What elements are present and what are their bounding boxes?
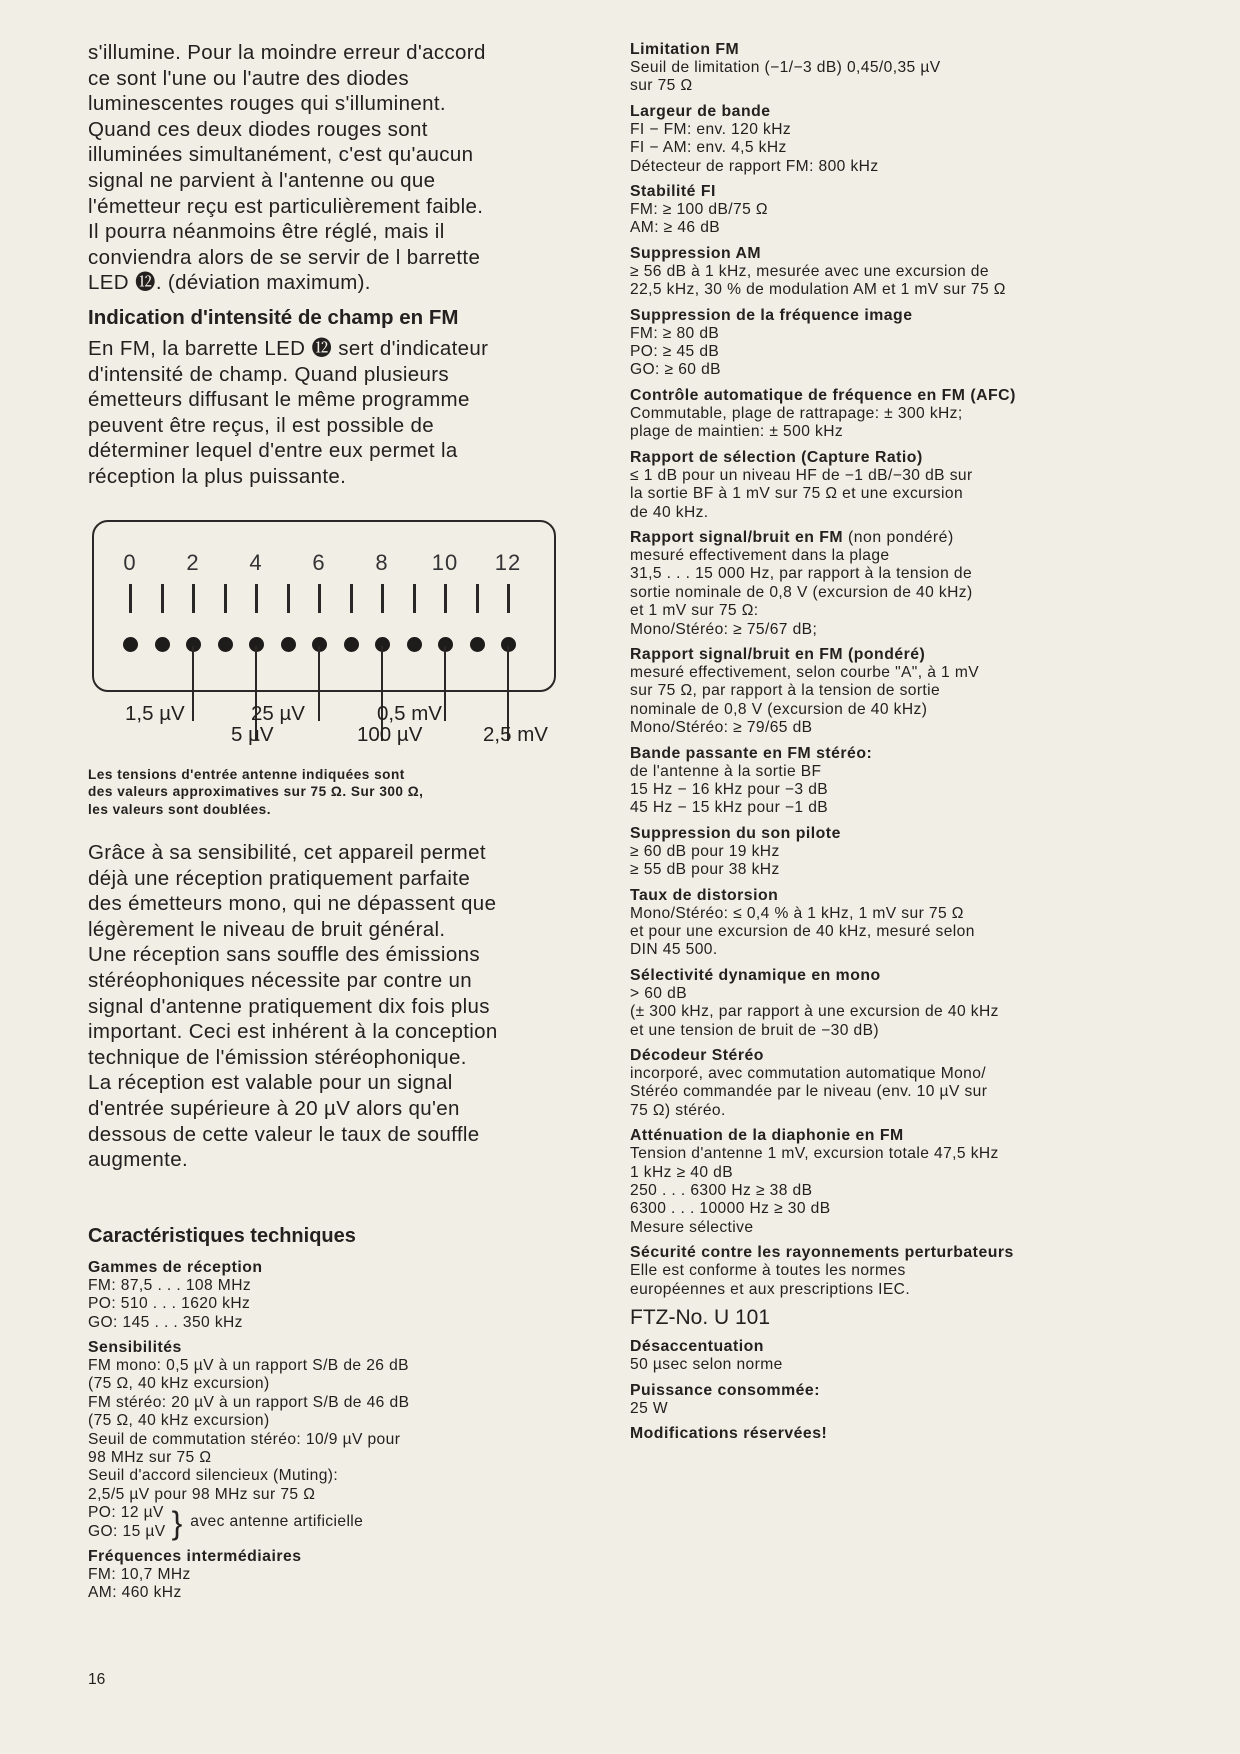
led-dot [344, 637, 359, 652]
brace-symbol: } [171, 1504, 183, 1541]
led-dot [407, 637, 422, 652]
spec-text: FI − FM: env. 120 kHz FI − AM: env. 4,5 kHz Détecteur de rapport FM: 800 kHz [630, 120, 879, 175]
led-tick [161, 584, 164, 613]
led-tick [129, 584, 132, 613]
spec-heading [630, 386, 1140, 405]
spec-heading: Sensibilités [88, 1338, 182, 1356]
spec-text: Mono/Stéréo: ≤ 0,4 % à 1 kHz, 1 mV sur 75 Ω et pour une excursion de 40 kHz, mesuré selon DIN 45 500. [630, 904, 975, 959]
led-bar-diagram [88, 520, 608, 760]
spec-block [630, 244, 1140, 300]
spec-heading [630, 1126, 1140, 1145]
spec-block [630, 1243, 1140, 1299]
spec-heading-text: Limitation FM [630, 41, 740, 58]
led-tick [381, 584, 384, 613]
spec-heading-text: Puissance consommée: [630, 1381, 820, 1399]
spec-text: Seuil de limitation (−1/−3 dB) 0,45/0,35 µV sur 75 Ω [630, 59, 941, 95]
voltage-label: 5 µV [231, 722, 274, 746]
led-tick [507, 584, 510, 613]
led-tick [350, 584, 353, 613]
spec-heading: Gammes de réception [88, 1258, 263, 1276]
voltage-label: 25 µV [251, 701, 305, 725]
spec-text: ≥ 56 dB à 1 kHz, mesurée avec une excursion de 22,5 kHz, 30 % de modulation AM et 1 mV sur 75 Ω [630, 262, 1006, 299]
spec-text: FM mono: 0,5 µV à un rapport S/B de 26 dB (75 Ω, 40 kHz excursion) FM stéréo: 20 µV à un rapport S/B de 46 dB (75 Ω, 40 kHz excursion) Seuil de commutation stéréo: 10/9 µV pour 98 MHz sur 75 Ω Seuil d'accord silencieux (Muting): 2,5/5 µV pour 98 MHz sur 75 Ω [88, 1356, 410, 1503]
spec-heading [630, 1046, 1140, 1065]
sensitivity-paragraph: Grâce à sa sensibilité, cet appareil permet déjà une réception pratiquement parfaite des émetteurs mono, qui ne dépassent que légèrement le niveau de bruit général. Une réception sans souffle des émissions stéréophoniques nécessite par contre un signal d'antenne pratiquement dix fois plus important. Ceci est inhérent à la conception technique de l'émission stéréophonique. La réception est valable pour un signal d'entrée supérieure à 20 µV alors qu'en dessous de cette valeur le taux de souffle augmente. [88, 841, 498, 1172]
spec-heading [630, 824, 1140, 843]
spec-heading-text: Suppression de la fréquence image [630, 306, 913, 324]
spec-text: FM: 10,7 MHz AM: 460 kHz [88, 1566, 191, 1602]
spec-block [630, 966, 1140, 1040]
led-tick [318, 584, 321, 613]
spec-text: ≥ 60 dB pour 19 kHz ≥ 55 dB pour 38 kHz [630, 842, 780, 879]
scale-number: 8 [375, 549, 389, 575]
led-dot [155, 637, 170, 652]
scale-number: 4 [249, 549, 263, 575]
ftz-number: FTZ-No. U 101 [630, 1306, 771, 1330]
spec-heading-text: Suppression AM [630, 244, 762, 262]
spec-text: Commutable, plage de rattrapage: ± 300 kHz; plage de maintien: ± 500 kHz [630, 404, 963, 441]
scale-number: 12 [494, 549, 522, 575]
spec-heading [630, 102, 1140, 121]
spec-heading-text: Sécurité contre les rayonnements perturbateurs [630, 1244, 1014, 1262]
spec-heading-text: Taux de distorsion [630, 886, 779, 904]
spec-heading [630, 645, 1140, 664]
page-number: 16 [88, 1671, 106, 1688]
spec-block [88, 1547, 600, 1603]
spec-block [88, 1258, 600, 1332]
spec-text: 25 W [630, 1399, 668, 1417]
voltage-label: 1,5 µV [125, 701, 185, 725]
spec-heading [630, 1243, 1140, 1262]
spec-heading-note: (non pondéré) [843, 528, 954, 546]
spec-heading [630, 40, 1140, 59]
led-dot [281, 637, 296, 652]
spec-text: > 60 dB (± 300 kHz, par rapport à une excursion de 40 kHz et une tension de bruit de −30 dB) [630, 984, 999, 1039]
spec-text: ≤ 1 dB pour un niveau HF de −1 dB/−30 dB sur la sortie BF à 1 mV sur 75 Ω et une excursion de 40 kHz. [630, 466, 973, 521]
spec-text: mesuré effectivement dans la plage 31,5 . . . 15 000 Hz, par rapport à la tension de sortie nominale de 0,8 V (excursion de 40 kHz) et 1 mV sur 75 Ω: Mono/Stéréo: ≥ 75/67 dB; [630, 546, 973, 638]
spec-block [630, 40, 1140, 96]
spec-heading [630, 966, 1140, 985]
spec-heading [630, 1424, 1140, 1443]
led-dot [123, 637, 138, 652]
spec-heading-text: Stabilité FI [630, 183, 716, 201]
antenna-voltage-caption: Les tensions d'entrée antenne indiquées sont des valeurs approximatives sur 75 Ω. Sur 300 Ω, les valeurs sont doublées. [88, 766, 424, 817]
technical-specs-heading: Caractéristiques techniques [88, 1224, 356, 1247]
spec-heading [630, 528, 1140, 547]
scale-number: 2 [186, 549, 200, 575]
voltage-label: 2,5 mV [483, 722, 548, 746]
led-tick [287, 584, 290, 613]
voltage-label: 100 µV [357, 722, 423, 746]
field-strength-paragraph: En FM, la barrette LED ⓬ sert d'indicateur d'intensité de champ. Quand plusieurs émetteurs diffusant le même programme peuvent être reçus, il est possible de déterminer lequel d'entre eux permet la réception la plus puissante. [88, 336, 489, 488]
spec-heading [630, 886, 1140, 905]
right-spec-list-2 [630, 1337, 1140, 1443]
spec-heading-text: Suppression du son pilote [630, 824, 841, 842]
spec-heading-text: Largeur de bande [630, 102, 771, 120]
spec-text: de l'antenne à la sortie BF 15 Hz − 16 kHz pour −3 dB 45 Hz − 15 kHz pour −1 dB [630, 762, 829, 817]
spec-heading: Fréquences intermédiaires [88, 1548, 302, 1565]
spec-heading-text: Modifications réservées! [630, 1424, 828, 1442]
spec-heading-text: Décodeur Stéréo [630, 1047, 764, 1065]
spec-text: FM: ≥ 80 dB PO: ≥ 45 dB GO: ≥ 60 dB [630, 324, 721, 379]
spec-block [630, 1046, 1140, 1120]
spec-block [630, 448, 1140, 522]
spec-text: mesuré effectivement, selon courbe "A", à 1 mV sur 75 Ω, par rapport à la tension de sortie nominale de 0,8 V (excursion de 40 kHz) Mono/Stéréo: ≥ 79/65 dB [630, 663, 980, 737]
muting-am-note: avec antenne artificielle [190, 1513, 364, 1531]
spec-heading [630, 1381, 1140, 1400]
spec-heading-text: Sélectivité dynamique en mono [630, 966, 881, 984]
voltage-label: 0,5 mV [377, 701, 442, 725]
scale-number: 10 [431, 549, 459, 575]
spec-heading-text: Bande passante en FM stéréo: [630, 744, 873, 762]
spec-block [630, 386, 1140, 442]
led-dot [218, 637, 233, 652]
spec-heading [630, 1337, 1140, 1356]
spec-heading-text: Rapport signal/bruit en FM (pondéré) [630, 645, 926, 663]
intro-paragraph: s'illumine. Pour la moindre erreur d'accord ce sont l'une ou l'autre des diodes luminescentes rouges qui s'illuminent. Quand ces deux diodes rouges sont illuminées simultanément, c'est qu'aucun signal ne parvient à l'antenne ou que l'émetteur reçu est particulièrement faible. Il pourra néanmoins être réglé, mais il conviendra alors de se servir de l barrette LED ⓬. (déviation maximum). [88, 41, 486, 295]
spec-block [630, 1424, 1140, 1443]
spec-heading-text: Désaccentuation [630, 1338, 764, 1356]
leader-line [192, 646, 194, 721]
led-dot [470, 637, 485, 652]
led-tick [476, 584, 479, 613]
spec-block [630, 1337, 1140, 1374]
spec-heading-text: Contrôle automatique de fréquence en FM (AFC) [630, 386, 1016, 404]
right-column [630, 40, 1140, 1449]
led-tick [255, 584, 258, 613]
led-tick [192, 584, 195, 613]
spec-block [630, 528, 1140, 639]
spec-heading-text: Rapport signal/bruit en FM [630, 528, 844, 546]
spec-text: 50 µsec selon norme [630, 1356, 783, 1374]
spec-text: FM: 87,5 . . . 108 MHz PO: 510 . . . 1620 kHz GO: 145 . . . 350 kHz [88, 1276, 252, 1331]
spec-block [630, 306, 1140, 380]
spec-block [630, 824, 1140, 880]
leader-line [444, 646, 446, 721]
spec-heading-text: Atténuation de la diaphonie en FM [630, 1127, 904, 1145]
spec-block [630, 1381, 1140, 1418]
spec-text: FM: ≥ 100 dB/75 Ω AM: ≥ 46 dB [630, 201, 768, 237]
left-column [88, 40, 600, 1609]
spec-heading [630, 244, 1140, 263]
spec-block [630, 1126, 1140, 1237]
muting-am-values: PO: 12 µV GO: 15 µV [88, 1504, 166, 1540]
spec-text: Elle est conforme à toutes les normes européennes et aux prescriptions IEC. [630, 1262, 911, 1298]
spec-text: Tension d'antenne 1 mV, excursion totale 47,5 kHz 1 kHz ≥ 40 dB 250 . . . 6300 Hz ≥ 38 dB 6300 . . . 10000 Hz ≥ 30 dB Mesure sélective [630, 1145, 999, 1236]
led-tick [444, 584, 447, 613]
muting-am-block [88, 1504, 600, 1541]
spec-heading-text: Rapport de sélection (Capture Ratio) [630, 448, 923, 466]
field-strength-heading: Indication d'intensité de champ en FM [88, 305, 459, 329]
spec-block [630, 182, 1140, 238]
spec-block [88, 1338, 600, 1504]
spec-heading [630, 448, 1140, 467]
led-tick [224, 584, 227, 613]
scale-number: 0 [123, 549, 137, 575]
right-spec-list [630, 40, 1140, 1299]
spec-text: incorporé, avec commutation automatique Mono/ Stéréo commandée par le niveau (env. 10 µV sur 75 Ω) stéréo. [630, 1065, 988, 1119]
spec-heading [630, 744, 1140, 763]
spec-heading [630, 306, 1140, 325]
spec-heading [630, 182, 1140, 201]
spec-block [630, 886, 1140, 960]
led-tick [413, 584, 416, 613]
scale-number: 6 [312, 549, 326, 575]
spec-block [630, 645, 1140, 738]
leader-line [318, 646, 320, 721]
spec-block [630, 102, 1140, 176]
spec-block [630, 744, 1140, 818]
